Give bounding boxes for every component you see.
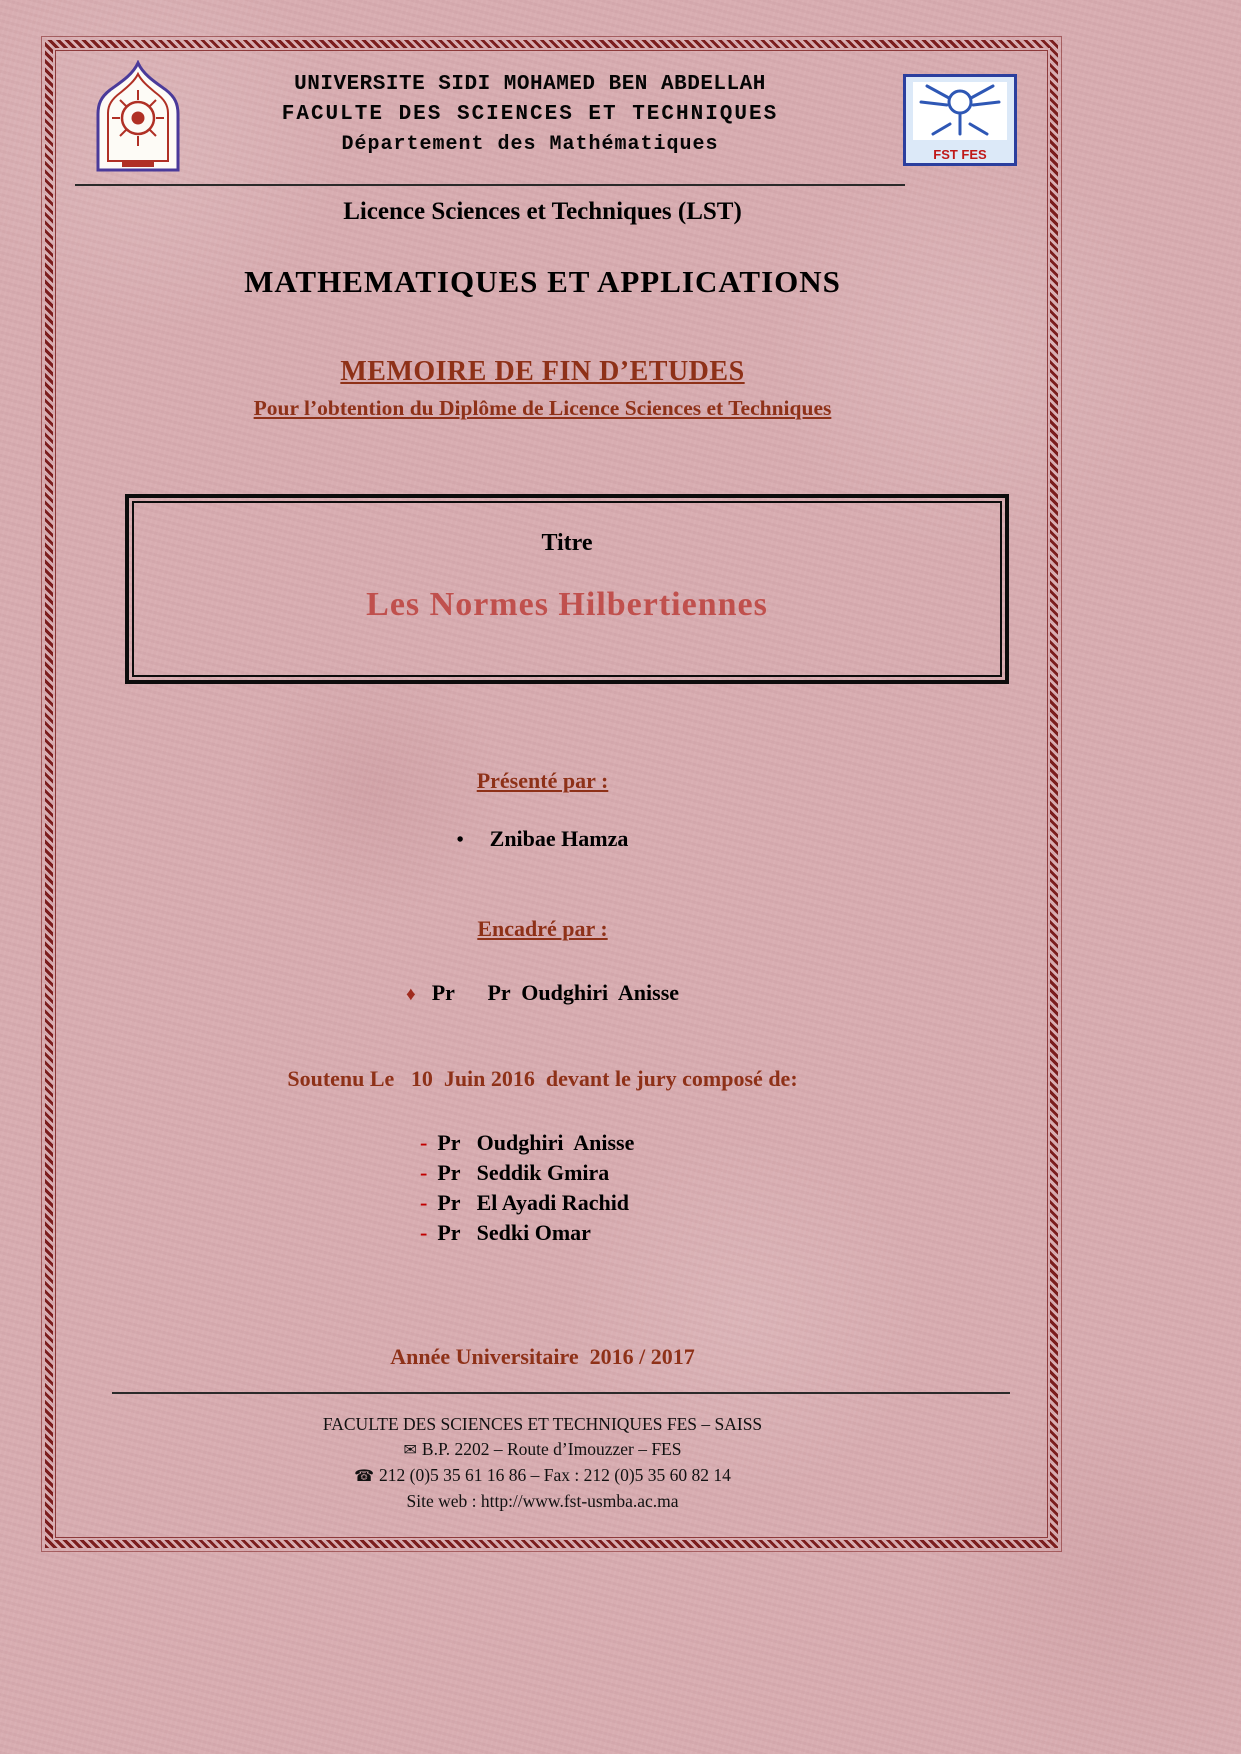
specialty-title: MATHEMATIQUES ET APPLICATIONS [244, 264, 841, 299]
jury-member-name: Pr Sedki Omar [437, 1220, 591, 1245]
university-name: UNIVERSITE SIDI MOHAMED BEN ABDELLAH [294, 73, 766, 96]
academic-year: Année Universitaire 2016 / 2017 [390, 1344, 695, 1369]
supervisor-name: Pr Pr Oudghiri Anisse [431, 980, 680, 1005]
thesis-title: Les Normes Hilbertiennes [366, 586, 768, 623]
author-name: Znibae Hamza [489, 826, 629, 851]
presented-by-heading: Présenté par : [476, 768, 609, 793]
footer-address-text: B.P. 2202 – Route d’Imouzzer – FES [421, 1439, 682, 1459]
footer-divider [112, 1392, 1010, 1394]
memoir-title: MEMOIRE DE FIN D’ETUDES [340, 356, 745, 387]
author-row [75, 826, 1010, 852]
header-divider [75, 184, 905, 186]
memoir-subtitle: Pour l’obtention du Diplôme de Licence Sciences et Techniques [253, 396, 832, 420]
footer-website: Site web : http://www.fst-usmba.ac.ma [406, 1491, 679, 1511]
jury-member-row [420, 1158, 634, 1188]
footer [75, 1412, 1010, 1514]
title-box-label: Titre [541, 530, 593, 556]
footer-address-line [75, 1437, 1010, 1463]
dash-bullet: - [420, 1190, 428, 1215]
fst-fes-logo-icon [903, 74, 1017, 166]
jury-member-row [420, 1188, 634, 1218]
supervisor-row [75, 980, 1010, 1006]
mail-icon: ✉ [403, 1442, 417, 1459]
jury-member-row [420, 1128, 634, 1158]
footer-phone-line [75, 1463, 1010, 1489]
dash-bullet: - [420, 1160, 428, 1185]
title-box [125, 494, 1009, 684]
jury-member-name: Pr Oudghiri Anisse [437, 1130, 635, 1155]
jury-member-name: Pr El Ayadi Rachid [437, 1190, 630, 1215]
fst-fes-logo-label: FST FES [933, 147, 987, 162]
faculty-name: FACULTE DES SCIENCES ET TECHNIQUES [281, 103, 779, 126]
supervised-by-heading: Encadré par : [477, 916, 608, 941]
program-title: Licence Sciences et Techniques (LST) [343, 198, 742, 225]
fst-fes-logo [903, 74, 1017, 166]
department-name: Département des Mathématiques [341, 133, 719, 156]
dash-bullet: - [420, 1220, 428, 1245]
footer-faculty-line: FACULTE DES SCIENCES ET TECHNIQUES FES – SAISS [322, 1414, 763, 1434]
phone-icon: ☎ [354, 1468, 374, 1485]
diamond-bullet-icon: ♦ [405, 984, 416, 1005]
bullet-icon: • [456, 829, 464, 851]
header-text-block [205, 70, 855, 160]
jury-list [420, 1128, 634, 1248]
university-emblem-logo [88, 60, 188, 174]
footer-phone-text: 212 (0)5 35 61 16 86 – Fax : 212 (0)5 35 60 82 14 [379, 1465, 731, 1485]
jury-member-row [420, 1218, 634, 1248]
defense-heading: Soutenu Le 10 Juin 2016 devant le jury composé de: [287, 1066, 798, 1091]
university-emblem-icon [88, 60, 188, 174]
dash-bullet: - [420, 1130, 428, 1155]
jury-member-name: Pr Seddik Gmira [437, 1160, 610, 1185]
